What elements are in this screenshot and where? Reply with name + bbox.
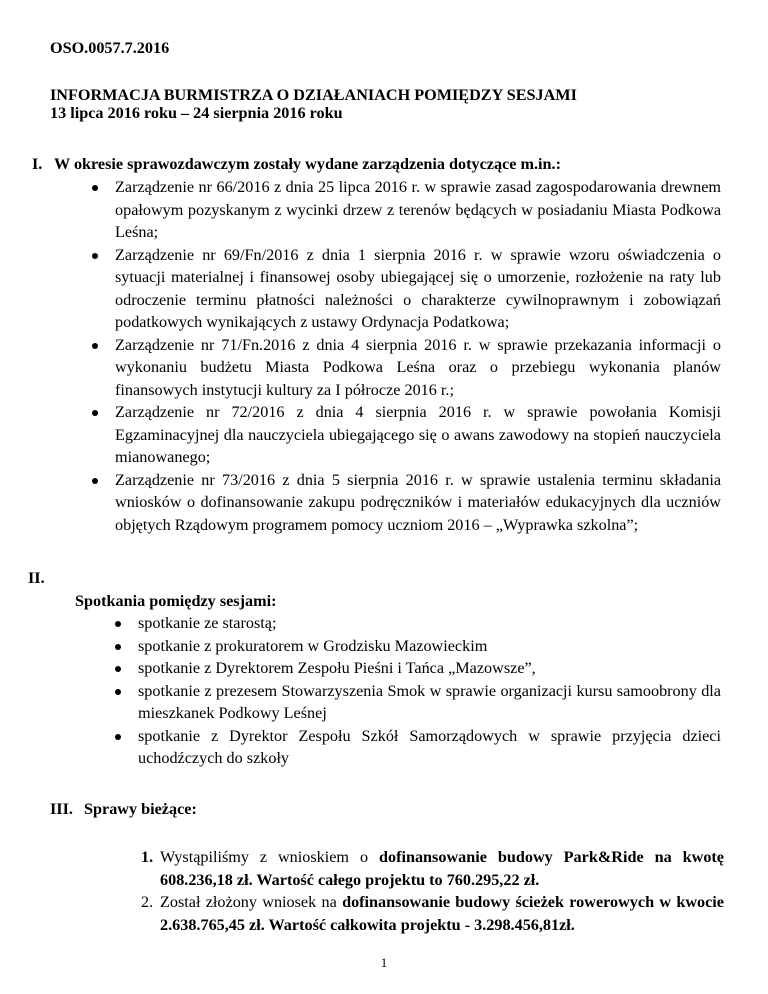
section-2-heading: Spotkania pomiędzy sesjami: [75,592,277,610]
reporting-period: 13 lipca 2016 roku – 24 sierpnia 2016 roku [50,104,343,122]
bullet-icon [115,644,121,650]
list-item-emphasis: dofinansowanie budowy ścieżek rowerowych w kwocie 2.638.765,45 zł. Wartość całkowita projektu - 3.298.456,81zł. [160,893,724,934]
bullet-icon [92,185,98,191]
list-item [138,612,721,635]
section-1-heading [32,153,561,176]
bullet-icon [115,689,121,695]
list-item-text: Zarządzenie nr 72/2016 z dnia 4 sierpnia 2016 r. w sprawie powołania Komisji Egzaminacyjnej dla nauczyciela ubiegającego się o awans zawodowy na stopień nauczyciela mianowanego; [115,403,721,466]
list-item [138,635,721,658]
list-item [138,725,721,770]
list-item [141,846,724,891]
bullet-icon [92,410,98,416]
list-item [141,891,724,936]
list-item-text: Wystąpiliśmy z wnioskiem o [160,848,379,866]
list-item [115,401,721,469]
page-number: 1 [380,955,388,970]
section-2-list [138,612,721,770]
list-item [115,244,721,334]
section-3-list [141,846,724,936]
list-item-text: Zarządzenie nr 73/2016 z dnia 5 sierpnia 2016 r. w sprawie ustalenia terminu składania wniosków o dofinansowanie zakupu podręczników i materiałów edukacyjnych dla uczniów objętych Rządowym programem pomocy uczniom 2016 – „Wyprawka szkolna”; [115,470,721,534]
section-3-heading-text: Sprawy bieżące: [84,800,197,818]
list-item [138,657,721,680]
list-item-text: spotkanie z prokuratorem w Grodzisku Mazowieckim [138,636,488,655]
list-item-text: spotkanie z Dyrektor Zespołu Szkół Samorządowych w sprawie przyjęcia dzieci uchodźczych do szkoły [138,726,721,767]
list-item [115,469,721,537]
section-3-heading [50,798,197,821]
bullet-icon [115,666,121,672]
list-item-text: Zarządzenie nr 66/2016 z dnia 25 lipca 2016 r. w sprawie zasad zagospodarowania drewnem opałowym pozyskanym z wycinki drzew z terenów będących w posiadaniu Miasta Podkowa Leśna; [115,178,721,241]
list-item [115,334,721,402]
bullet-icon [92,343,98,349]
list-item-text: spotkanie ze starostą; [138,614,277,632]
section-1-list [115,176,721,536]
bullet-icon [92,253,98,259]
list-item-text: Został złożony wniosek na [160,893,343,911]
list-item [115,176,721,244]
list-item-text: spotkanie z Dyrektorem Zespołu Pieśni i Tańca „Mazowsze”, [138,659,536,677]
document-reference: OSO.0057.7.2016 [50,39,170,57]
list-item-text: spotkanie z prezesem Stowarzyszenia Smok w sprawie organizacji kursu samoobrony dla mieszkanek Podkowy Leśnej [138,681,721,722]
section-3-number: III. [50,800,73,818]
list-item-emphasis: dofinansowanie budowy Park&Ride na kwotę 608.236,18 zł. Wartość całego projektu to 760.295,22 zł. [160,848,724,889]
list-item-number: 1. [141,848,154,866]
bullet-icon [115,621,121,627]
list-item-text: Zarządzenie nr 71/Fn.2016 z dnia 4 sierpnia 2016 r. w sprawie przekazania informacji o wykonaniu budżetu Miasta Podkowa Leśna oraz o przebiegu wykonania planów finansowych instytucji kultury za I półrocze 2016 r.; [115,335,721,399]
list-item [138,680,721,725]
section-1-number: I. [32,155,43,173]
list-item-number: 2. [141,893,154,911]
section-1-heading-text: W okresie sprawozdawczym zostały wydane zarządzenia dotyczące m.in.: [54,155,561,173]
section-2-number: II. [28,569,45,587]
bullet-icon [115,734,121,740]
document-title: INFORMACJA BURMISTRZA O DZIAŁANIACH POMIĘDZY SESJAMI [50,86,577,104]
bullet-icon [92,478,98,484]
list-item-text: Zarządzenie nr 69/Fn/2016 z dnia 1 sierpnia 2016 r. w sprawie wzoru oświadczenia o sytuacji materialnej i finansowej osoby ubiegającej się o umorzenie, rozłożenie na raty lub odroczenie terminu płatności należności o charakterze cywilnoprawnym i zobowiązań podatkowych wynikających z ustawy Ordynacja Podatkowa; [115,245,721,331]
